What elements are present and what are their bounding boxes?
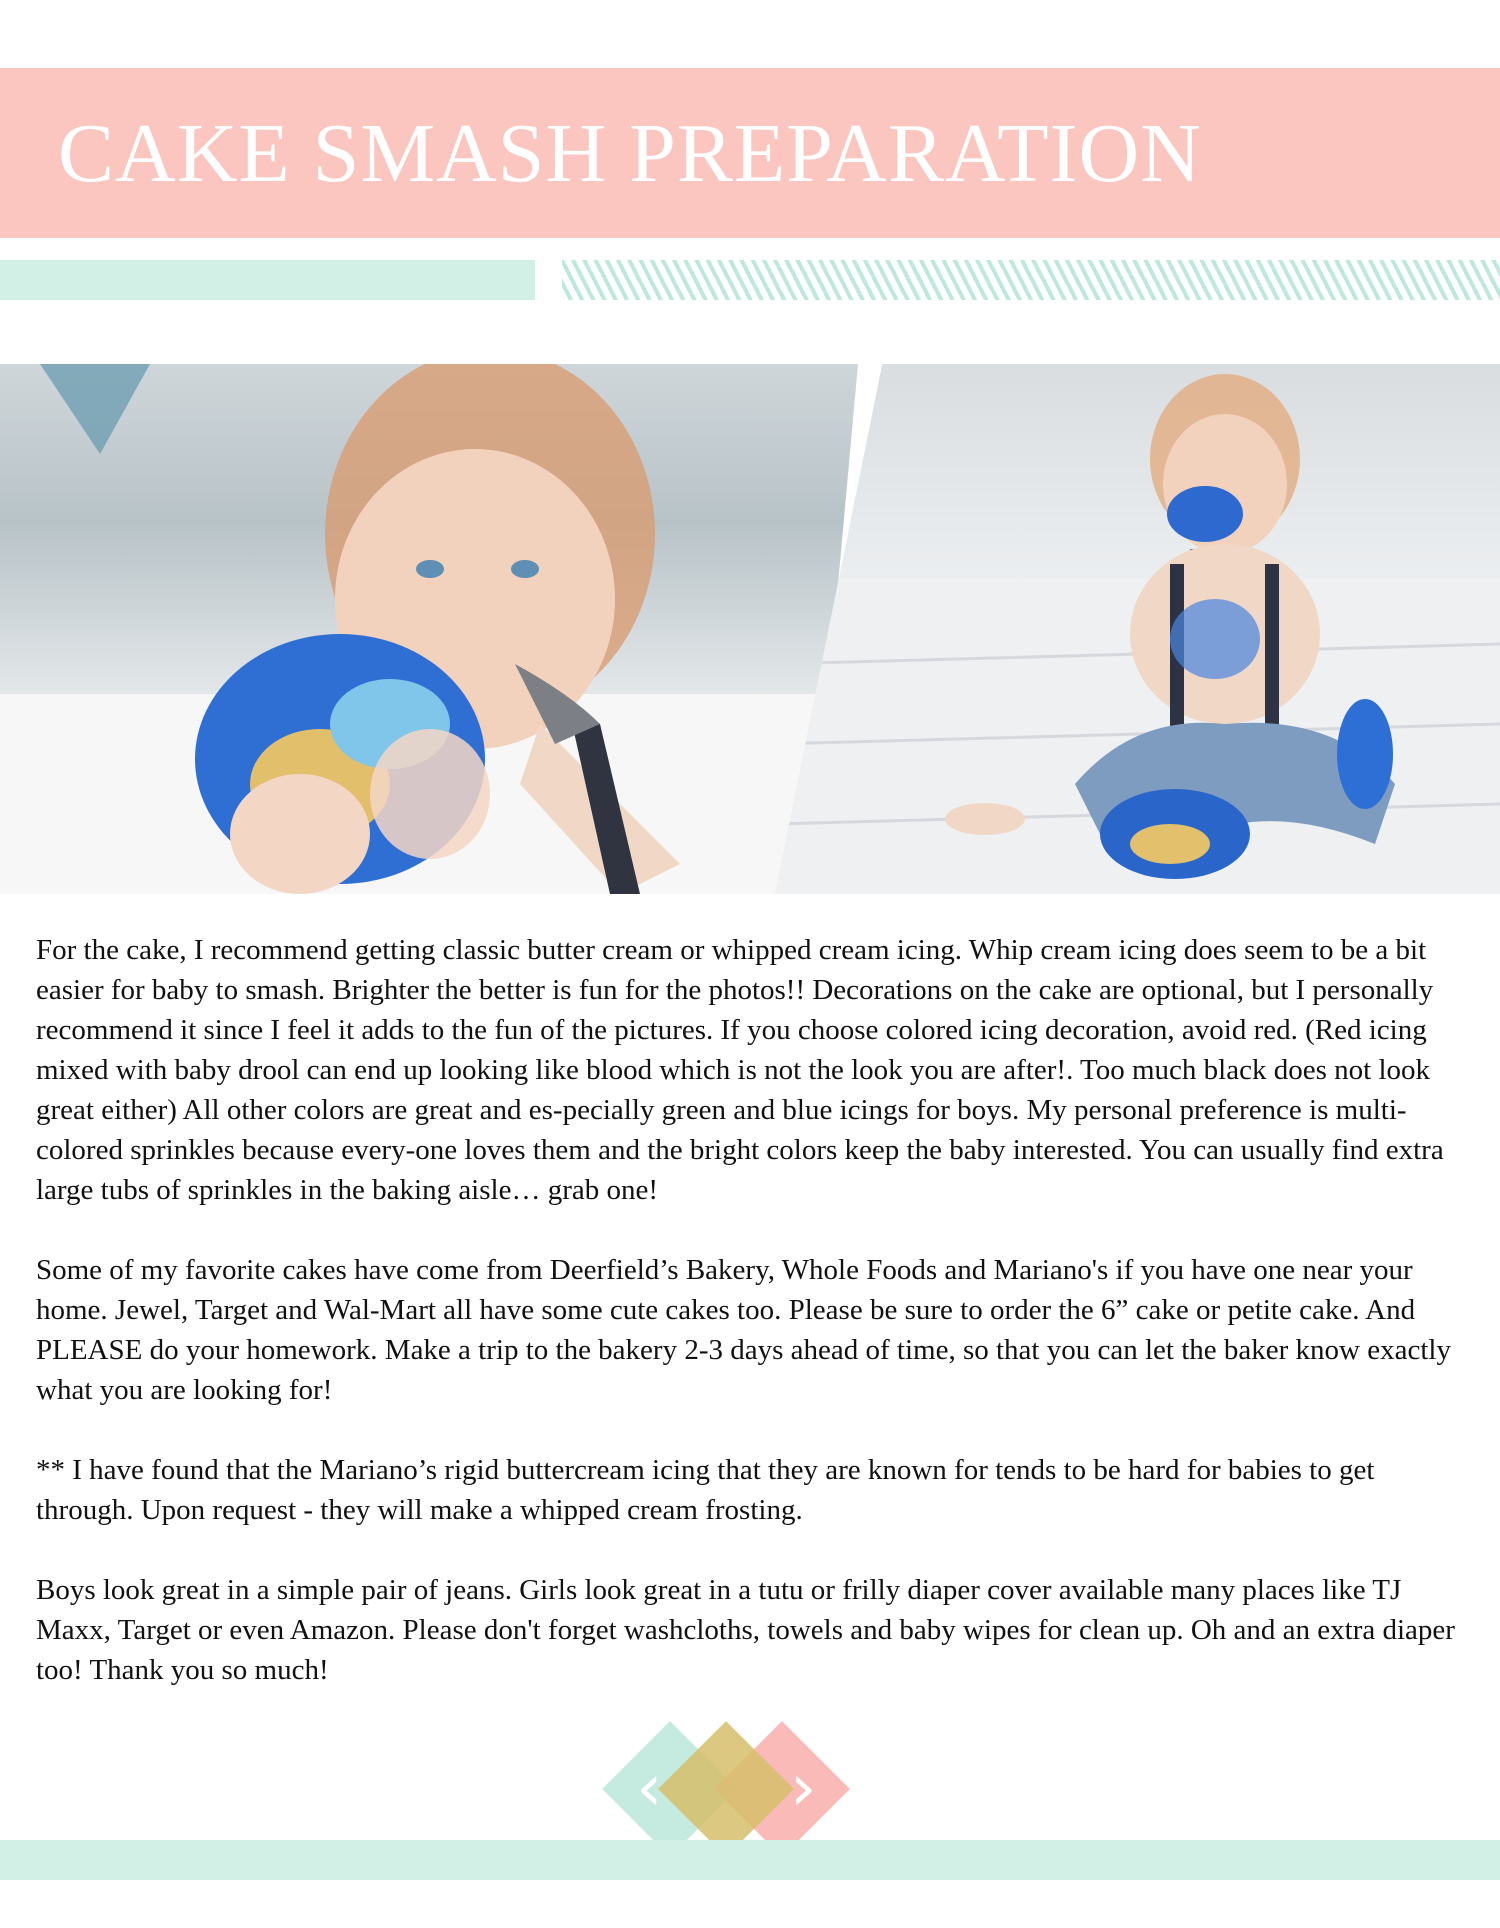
striped-accent-bar <box>562 260 1500 300</box>
footer-band <box>0 1840 1500 1880</box>
baby-eating-cupcake-photo <box>0 364 858 894</box>
body-text <box>36 930 1476 1730</box>
paragraph-outfits: Boys look great in a simple pair of jeans. Girls look great in a tutu or frilly diaper cover available many places like TJ Maxx, Target or even Amazon. Please don't forget washcloths, towels and baby wipes for clean up. Oh and an extra diaper too! Thank you so much! <box>36 1574 1455 1686</box>
baby-sitting-with-cake-photo <box>775 364 1500 894</box>
paragraph-cake-icing: For the cake, I recommend getting classic butter cream or whipped cream icing. Whip cream icing does seem to be a bit easier for baby to smash. Brighter the better is fun for the photos!! Decorations on the cake are optional, but I personally recommend it since I feel it adds to the fun of the pictures. If you choose colored icing decoration, avoid red. (Red icing mixed with baby drool can end up looking like blood which is not the look you are after!. Too much black does not look great either) All other colors are great and es-pecially green and blue icings for boys. My personal preference is multi-colored sprinkles because every-one loves them and the bright colors keep the baby interested. You can usually find extra large tubs of sprinkles in the baking aisle… grab one! <box>36 934 1444 1206</box>
chevron-left-icon: ‹ <box>636 1749 663 1826</box>
mint-accent-bar <box>0 260 535 300</box>
paragraph-bakeries: Some of my favorite cakes have come from Deerfield’s Bakery, Whole Foods and Mariano's if you have one near your home. Jewel, Target and Wal-Mart all have some cute cakes too. Please be sure to order the 6” cake or petite cake. And PLEASE do your homework. Make a trip to the bakery 2-3 days ahead of time, so that you can let the baker know exactly what you are looking for! <box>36 1254 1451 1406</box>
paragraph-mariano-note: ** I have found that the Mariano’s rigid buttercream icing that they are known for tends to be hard for babies to get through. Upon request - they will make a whipped cream frosting. <box>36 1454 1375 1526</box>
chevron-right-icon: › <box>790 1749 817 1826</box>
page-title: CAKE SMASH PREPARATION <box>58 107 1202 200</box>
